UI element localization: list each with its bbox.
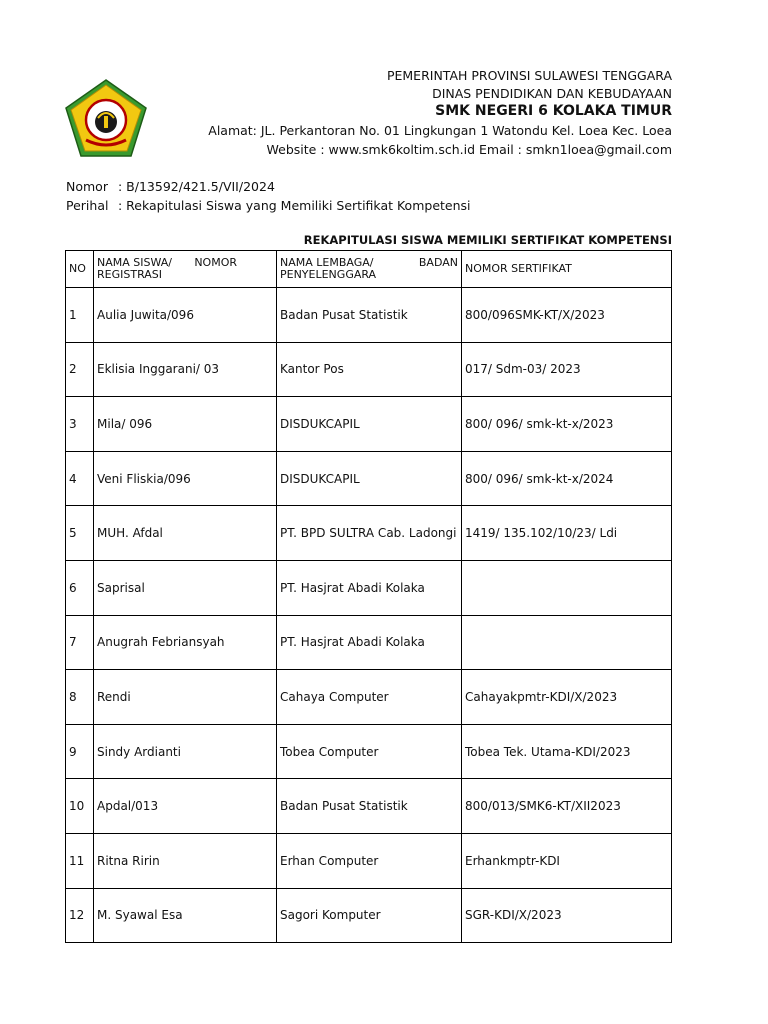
cell-certificate-number: [462, 615, 672, 670]
letterhead-line-province: PEMERINTAH PROVINSI SULAWESI TENGGARA: [386, 68, 672, 83]
cell-certificate-number: Tobea Tek. Utama-KDI/2023: [462, 724, 672, 779]
cell-certificate-number: 017/ Sdm-03/ 2023: [462, 342, 672, 397]
cell-student-name: Anugrah Febriansyah: [94, 615, 277, 670]
recap-table: [65, 250, 672, 943]
table-row: [66, 670, 672, 725]
cell-student-name: Aulia Juwita/096: [94, 288, 277, 343]
cell-no: 9: [66, 724, 94, 779]
cell-institution: Sagori Komputer: [277, 888, 462, 943]
cell-student-name: MUH. Afdal: [94, 506, 277, 561]
letter-subject-label: Perihal: [66, 198, 109, 213]
cell-institution: PT. Hasjrat Abadi Kolaka: [277, 615, 462, 670]
cell-certificate-number: 800/ 096/ smk-kt-x/2023: [462, 397, 672, 452]
cell-certificate-number: SGR-KDI/X/2023: [462, 888, 672, 943]
header-sertifikat: NOMOR SERTIFIKAT: [462, 251, 672, 288]
table-row: [66, 615, 672, 670]
cell-student-name: Veni Fliskia/096: [94, 451, 277, 506]
cell-certificate-number: 1419/ 135.102/10/23/ Ldi: [462, 506, 672, 561]
cell-institution: PT. Hasjrat Abadi Kolaka: [277, 560, 462, 615]
letter-number-label: Nomor: [66, 179, 108, 194]
cell-student-name: Apdal/013: [94, 779, 277, 834]
table-row: [66, 451, 672, 506]
cell-student-name: Ritna Ririn: [94, 833, 277, 888]
letterhead: [150, 60, 672, 160]
cell-certificate-number: 800/ 096/ smk-kt-x/2024: [462, 451, 672, 506]
province-logo-icon: [64, 78, 148, 158]
header-nama-part2: NOMOR: [194, 256, 237, 269]
letter-subject-value: : Rekapitulasi Siswa yang Memiliki Sertifikat Kompetensi: [118, 198, 471, 213]
cell-certificate-number: 800/013/SMK6-KT/XII2023: [462, 779, 672, 834]
cell-no: 7: [66, 615, 94, 670]
header-lembaga-part3: PENYELENGGARA: [280, 268, 377, 281]
cell-no: 12: [66, 888, 94, 943]
cell-student-name: Sindy Ardianti: [94, 724, 277, 779]
cell-institution: DISDUKCAPIL: [277, 451, 462, 506]
cell-no: 3: [66, 397, 94, 452]
cell-no: 2: [66, 342, 94, 397]
cell-institution: PT. BPD SULTRA Cab. Ladongi: [277, 506, 462, 561]
table-row: [66, 833, 672, 888]
table-row: [66, 506, 672, 561]
table-row: [66, 779, 672, 834]
cell-student-name: Mila/ 096: [94, 397, 277, 452]
table-row: [66, 342, 672, 397]
header-lembaga: [277, 251, 462, 288]
cell-institution: Cahaya Computer: [277, 670, 462, 725]
cell-institution: DISDUKCAPIL: [277, 397, 462, 452]
cell-student-name: Saprisal: [94, 560, 277, 615]
letterhead-line-contact: Website : www.smk6koltim.sch.id Email : smkn1loea@gmail.com: [266, 142, 672, 157]
letterhead-line-school: SMK NEGERI 6 KOLAKA TIMUR: [435, 103, 672, 119]
cell-institution: Tobea Computer: [277, 724, 462, 779]
header-nama-part1: NAMA SISWA/: [97, 256, 172, 269]
header-no: NO: [66, 251, 94, 288]
letter-subject: [66, 198, 471, 213]
letter-number: [66, 179, 275, 194]
cell-certificate-number: Erhankmptr-KDI: [462, 833, 672, 888]
table-row: [66, 560, 672, 615]
table-header-row: [66, 251, 672, 288]
cell-no: 5: [66, 506, 94, 561]
table-row: [66, 288, 672, 343]
cell-no: 10: [66, 779, 94, 834]
header-lembaga-part1: NAMA LEMBAGA/: [280, 256, 374, 269]
table-row: [66, 724, 672, 779]
cell-no: 1: [66, 288, 94, 343]
cell-institution: Badan Pusat Statistik: [277, 288, 462, 343]
cell-certificate-number: 800/096SMK-KT/X/2023: [462, 288, 672, 343]
header-nama: [94, 251, 277, 288]
cell-no: 8: [66, 670, 94, 725]
cell-certificate-number: Cahayakpmtr-KDI/X/2023: [462, 670, 672, 725]
cell-no: 6: [66, 560, 94, 615]
cell-certificate-number: [462, 560, 672, 615]
cell-no: 4: [66, 451, 94, 506]
cell-student-name: Eklisia Inggarani/ 03: [94, 342, 277, 397]
header-lembaga-part2: BADAN: [418, 256, 458, 269]
table-title: [300, 233, 672, 251]
table-title-text: REKAPITULASI SISWA MEMILIKI SERTIFIKAT KOMPETENSI: [303, 233, 672, 247]
cell-institution: Kantor Pos: [277, 342, 462, 397]
table-row: [66, 888, 672, 943]
table-row: [66, 397, 672, 452]
cell-student-name: M. Syawal Esa: [94, 888, 277, 943]
cell-no: 11: [66, 833, 94, 888]
letterhead-line-address: Alamat: JL. Perkantoran No. 01 Lingkungan 1 Watondu Kel. Loea Kec. Loea: [208, 123, 672, 138]
letterhead-line-agency: DINAS PENDIDIKAN DAN KEBUDAYAAN: [432, 86, 672, 101]
letter-number-value: : B/13592/421.5/VII/2024: [118, 179, 275, 194]
table-body: [66, 288, 672, 943]
cell-institution: Badan Pusat Statistik: [277, 779, 462, 834]
header-nama-part3: REGISTRASI: [97, 268, 163, 281]
cell-student-name: Rendi: [94, 670, 277, 725]
cell-institution: Erhan Computer: [277, 833, 462, 888]
